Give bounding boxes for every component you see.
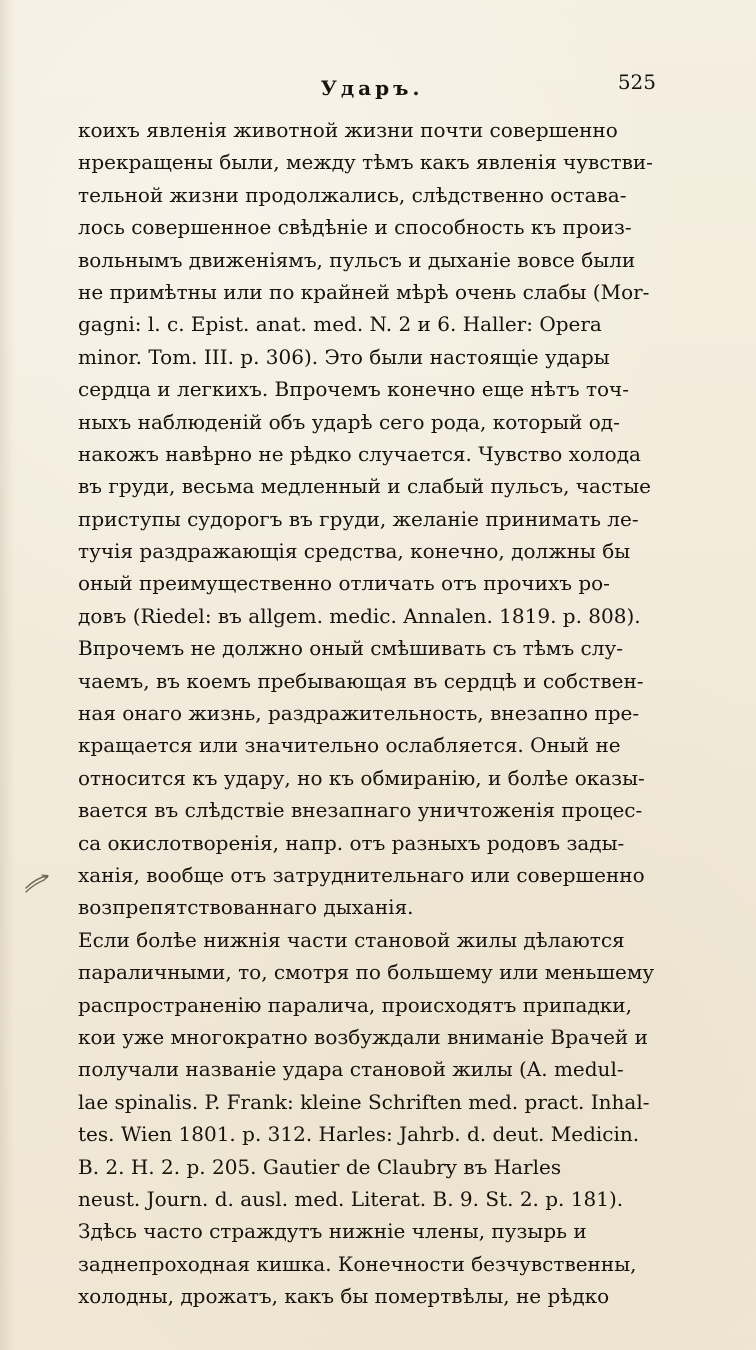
body-line: распространенію паралича, происходятъ припадки,	[78, 992, 632, 1017]
body-line: ная онаго жизнь, раздражительность, внезапно пре-	[78, 701, 640, 726]
body-line: нрекращены были, между тѣмъ какъ явленія чувстви-	[78, 150, 653, 175]
running-header-title: Ударъ.	[320, 76, 424, 100]
body-line: Здѣсь часто страждутъ нижніе члены, пузырь и	[78, 1219, 587, 1244]
body-text	[78, 114, 666, 1312]
body-line: ныхъ наблюденій объ ударѣ сего рода, который од-	[78, 409, 620, 434]
page-edge-shadow	[0, 0, 14, 1350]
body-line: относится къ удару, но къ обмиранію, и болѣе оказы-	[78, 765, 645, 790]
body-line: вается въ слѣдствіе внезапнаго уничтоженія процес-	[78, 798, 643, 823]
body-line: gagni: l. c. Epist. anat. med. N. 2 и 6. Haller: Opera	[78, 312, 602, 337]
body-line: получали названіе удара становой жилы (A. medul-	[78, 1057, 624, 1082]
page-number: 525	[617, 70, 656, 94]
body-line: заднепроходная кишка. Конечности безчувственны,	[78, 1251, 637, 1276]
body-line: оный преимущественно отличать отъ прочихъ ро-	[78, 571, 610, 596]
body-line: Если болѣе нижнія части становой жилы дѣлаются	[78, 927, 625, 952]
body-line: возпрепятствованнаго дыханія.	[78, 895, 414, 920]
body-line: вольнымъ движеніямъ, пульсъ и дыханіе вовсе были	[78, 247, 636, 272]
body-line: minor. Tom. III. p. 306). Это были настоящіе удары	[78, 344, 610, 369]
body-line: приступы судорогъ въ груди, желаніе принимать ле-	[78, 506, 639, 531]
body-line: кои уже многократно возбуждали вниманіе Врачей и	[78, 1024, 648, 1049]
body-line: са окислотворенія, напр. отъ разныхъ родовъ зады-	[78, 830, 625, 855]
body-line: довъ (Riedel: въ allgem. medic. Annalen. 1819. p. 808).	[78, 603, 641, 628]
handwritten-pointer-icon	[24, 868, 64, 896]
body-line: lae spinalis. P. Frank: kleine Schriften med. pract. Inhal-	[78, 1089, 650, 1114]
body-line: tes. Wien 1801. p. 312. Harles: Jahrb. d. deut. Medicin.	[78, 1122, 640, 1147]
body-line: не примѣтны или по крайней мѣрѣ очень слабы (Mor-	[78, 279, 650, 304]
body-line: ханія, вообще отъ затруднительнаго или совершенно	[78, 862, 645, 887]
body-line: чаемъ, въ коемъ пребывающая въ сердцѣ и собствен-	[78, 668, 644, 693]
body-line: B. 2. H. 2. p. 205. Gautier de Claubry въ Harles	[78, 1154, 562, 1179]
body-line: сердца и легкихъ. Впрочемъ конечно еще нѣтъ точ-	[78, 377, 630, 402]
body-line: кращается или значительно ослабляется. Оный не	[78, 733, 621, 758]
body-line: neust. Journ. d. ausl. med. Literat. B. 9. St. 2. p. 181).	[78, 1186, 624, 1211]
body-line: Впрочемъ не должно оный смѣшивать съ тѣмъ слу-	[78, 636, 623, 661]
body-line: тельной жизни продолжались, слѣдственно остава-	[78, 182, 627, 207]
body-line: лось совершенное свѣдѣніе и способность къ произ-	[78, 215, 632, 240]
body-line: въ груди, весьма медленный и слабый пульсъ, частые	[78, 474, 651, 499]
body-line: накожъ навѣрно не рѣдко случается. Чувство холода	[78, 441, 641, 466]
body-line: параличными, то, смотря по большему или меньшему	[78, 960, 655, 985]
body-line: тучія раздражающія средства, конечно, должны бы	[78, 539, 631, 564]
body-line: холодны, дрожатъ, какъ бы помертвѣлы, не рѣдко	[78, 1284, 610, 1309]
body-line: коихъ явленія животной жизни почти совершенно	[78, 118, 618, 142]
